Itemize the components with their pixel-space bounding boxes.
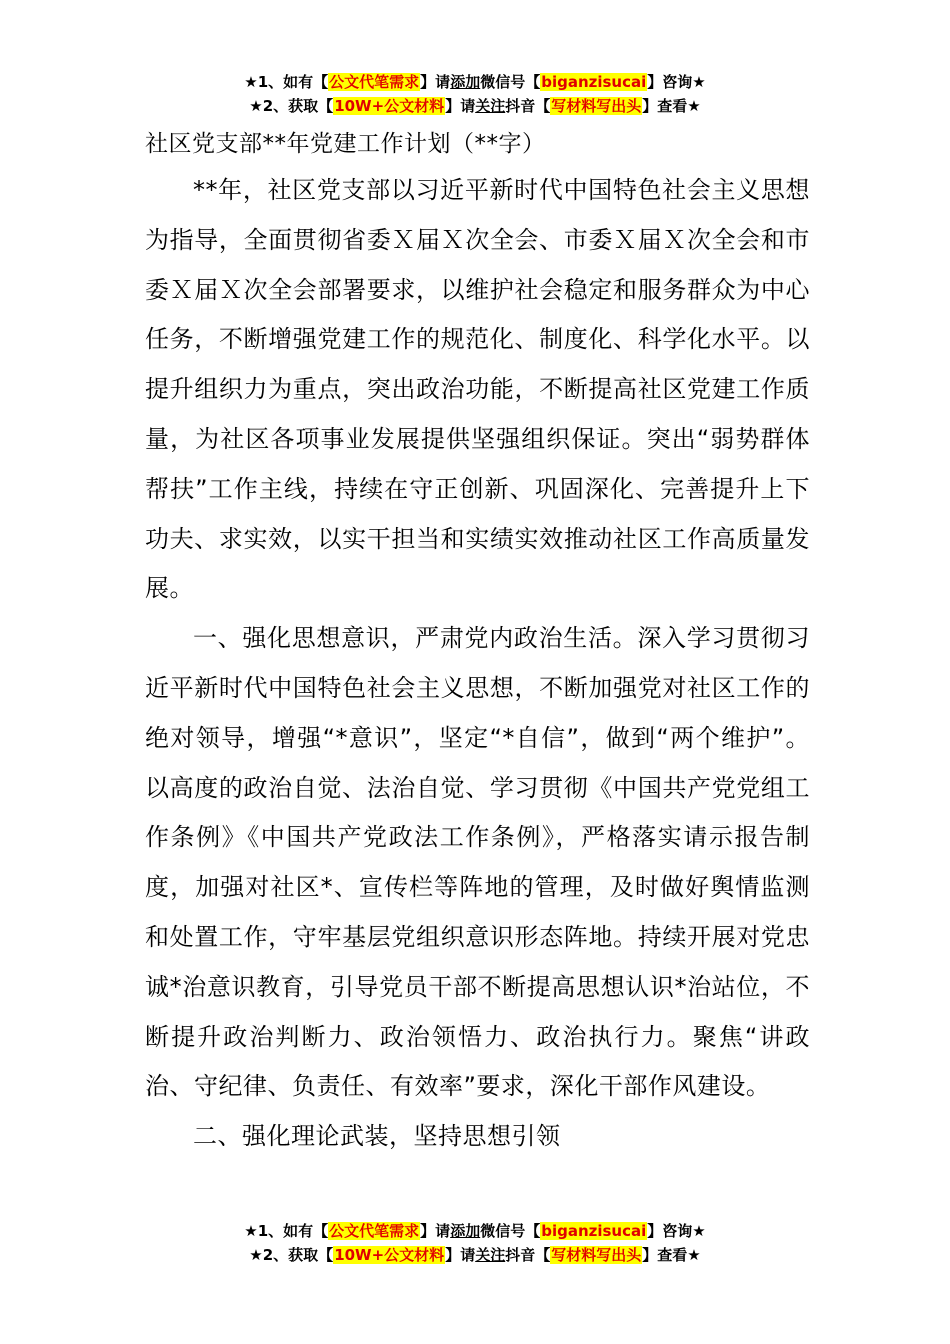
promo-line-2 bbox=[0, 1243, 950, 1267]
promo-text: ★2、获取【 bbox=[249, 97, 334, 115]
underlined-text: 添加 bbox=[450, 1222, 481, 1240]
highlight-text: 10W+公文材料 bbox=[334, 97, 445, 115]
promo-text: 抖音【 bbox=[505, 97, 551, 115]
promo-text: 抖音【 bbox=[505, 1246, 551, 1264]
highlight-text: 10W+公文材料 bbox=[334, 1246, 445, 1264]
promo-banner-bottom bbox=[0, 1219, 950, 1267]
promo-text: ★1、如有【 bbox=[244, 1222, 329, 1240]
promo-line-1 bbox=[0, 70, 950, 94]
promo-banner-top bbox=[0, 70, 950, 118]
promo-text: 】咨询★ bbox=[647, 73, 706, 91]
promo-text: 微信号【 bbox=[480, 1222, 541, 1240]
underlined-text: 添加 bbox=[450, 73, 481, 91]
underlined-text: 关注 bbox=[475, 1246, 506, 1264]
underlined-text: 关注 bbox=[475, 97, 506, 115]
document-body bbox=[145, 122, 810, 1162]
promo-text: 】请 bbox=[420, 73, 451, 91]
highlight-douyin-name: 写材料写出头 bbox=[551, 1246, 642, 1264]
paragraph-intro: **年，社区党支部以习近平新时代中国特色社会主义思想为指导，全面贯彻省委Ｘ届Ｘ次全会、市委Ｘ届Ｘ次全会和市委Ｘ届Ｘ次全会部署要求，以维护社会稳定和服务群众为中心任务，不断增强党建工作的规范化、制度化、科学化水平。以提升组织力为重点，突出政治功能，不断提高社区党建工作质量，为社区各项事业发展提供坚强组织保证。突出“弱势群体帮扶”工作主线，持续在守正创新、巩固深化、完善提升上下功夫、求实效，以实干担当和实绩实效推动社区工作高质量发展。 bbox=[145, 176, 810, 603]
promo-text: 】请 bbox=[445, 97, 476, 115]
highlight-text: 公文代笔需求 bbox=[329, 1222, 420, 1240]
promo-text: 】查看★ bbox=[642, 97, 701, 115]
promo-line-1 bbox=[0, 1219, 950, 1243]
promo-text: ★2、获取【 bbox=[249, 1246, 334, 1264]
promo-text: 微信号【 bbox=[480, 73, 541, 91]
highlight-text: 公文代笔需求 bbox=[329, 73, 420, 91]
highlight-douyin-name: 写材料写出头 bbox=[551, 97, 642, 115]
paragraph-section-1: 一、强化思想意识，严肃党内政治生活。深入学习贯彻习近平新时代中国特色社会主义思想，不断加强党对社区工作的绝对领导，增强“*意识”，坚定“*自信”，做到“两个维护”。以高度的政治自觉、法治自觉、学习贯彻《中国共产党党组工作条例》《中国共产党政法工作条例》，严格落实请示报告制度，加强对社区*、宣传栏等阵地的管理，及时做好舆情监测和处置工作，守牢基层党组织意识形态阵地。持续开展对党忠诚*治意识教育，引导党员干部不断提高思想认识*治站位，不断提升政治判断力、政治领悟力、政治执行力。聚焦“讲政治、守纪律、负责任、有效率”要求，深化干部作风建设。 bbox=[145, 624, 810, 1101]
document-title: 社区党支部**年党建工作计划（**字） bbox=[145, 131, 546, 157]
promo-text: 】请 bbox=[420, 1222, 451, 1240]
promo-text: 】查看★ bbox=[642, 1246, 701, 1264]
highlight-wechat-id: biganzisucai bbox=[541, 1222, 647, 1240]
promo-line-2 bbox=[0, 94, 950, 118]
promo-text: ★1、如有【 bbox=[244, 73, 329, 91]
section-heading-2: 二、强化理论武装，坚持思想引领 bbox=[193, 1122, 561, 1151]
promo-text: 】请 bbox=[445, 1246, 476, 1264]
promo-text: 】咨询★ bbox=[647, 1222, 706, 1240]
highlight-wechat-id: biganzisucai bbox=[541, 73, 647, 91]
